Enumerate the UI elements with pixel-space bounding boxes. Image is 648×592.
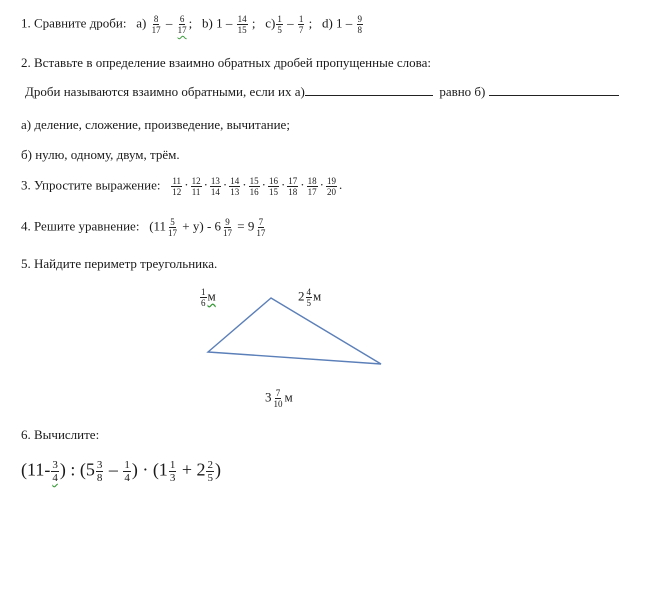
fraction: $\frac{7}{17}$ [256, 217, 266, 238]
task4-label: 4. Решите уравнение: [21, 218, 140, 234]
fraction: $\frac{11}{12}$ [172, 176, 182, 197]
fraction: $\frac{14}{15}$ [237, 14, 247, 35]
task2-sentence: Дроби называются взаимно обратными, если их а) равно б) [25, 84, 619, 100]
fraction: $\frac{15}{16}$ [249, 176, 259, 197]
fraction: $\frac{9}{8}$ [357, 14, 363, 35]
task2-title: 2. Вставьте в определение взаимно обратных дробей пропущенные слова: [21, 55, 431, 70]
triangle [208, 298, 381, 364]
fraction: $\frac{12}{11}$ [191, 176, 201, 197]
task6-expression: (11- $\frac{3}{4}$ ) : (5 $\frac{3}{8}$ – $\frac{1}{4}$ ) · (1 $\frac{1}{3}$ + 2 $\frac{2}{5}$ ) [21, 459, 221, 484]
task5-label: 5. Найдите периметр треугольника. [21, 256, 218, 271]
task1-d-label: d) 1 [321, 15, 343, 31]
fraction: $\frac{14}{13}$ [230, 176, 240, 197]
fraction: $\frac{17}{18}$ [288, 176, 298, 197]
fraction: $\frac{18}{17}$ [307, 176, 317, 197]
fraction: $\frac{9}{17}$ [223, 217, 233, 238]
side-label-2: 2 $\frac{4}{5}$ м [298, 287, 322, 308]
task1-label: 1. Сравните дроби: [21, 15, 127, 31]
side-label-3: 3 $\frac{7}{10}$ м [265, 388, 293, 409]
task1-line: 1. Сравните дроби: а) $\frac{8}{17}$ – $\frac{6}{17}$ ; b) 1 – $\frac{14}{15}$ ; c) $\frac{1}{5}$ – $\frac{1}{7}$ ; d) 1 – $\frac{9}{8}$ [21, 14, 363, 35]
task4-line: 4. Решите уравнение: (11 $\frac{5}{17}$ + y) - 6 $\frac{9}{17}$ = 9 $\frac{7}{17}$ [21, 217, 266, 238]
task6-label: 6. Вычислите: [21, 427, 100, 442]
fraction: $\frac{13}{14}$ [210, 176, 220, 197]
fraction: $\frac{6}{17}$ [177, 14, 187, 35]
task3-label: 3. Упростите выражение: [21, 177, 161, 193]
side-label-1: $\frac{1}{6}$ м [201, 287, 216, 308]
fraction: $\frac{19}{20}$ [326, 176, 336, 197]
fraction: $\frac{8}{17}$ [151, 14, 161, 35]
fraction-sequence: $\frac{11}{12}$ · $\frac{12}{11}$ · $\frac{13}{14}$ · $\frac{14}{13}$ · $\frac{15}{16}$ · $\frac{16}{15}$ · $\frac{17}{18}$ · $\frac{18}{17}$ · $\frac{19}{20}$ . [172, 176, 343, 197]
task2-option-b: б) нулю, одному, двум, трём. [21, 147, 180, 162]
task1-a-label: а) [136, 15, 147, 31]
fraction: $\frac{1}{5}$ [277, 14, 282, 35]
fraction: $\frac{1}{7}$ [298, 14, 304, 35]
fraction: $\frac{5}{17}$ [168, 217, 178, 238]
task2-option-a: а) деление, сложение, произведение, вычитание; [21, 117, 290, 132]
fraction: $\frac{16}{15}$ [268, 176, 278, 197]
task1-c-label: c) [265, 15, 276, 31]
task1-b-label: b) 1 [201, 15, 223, 31]
